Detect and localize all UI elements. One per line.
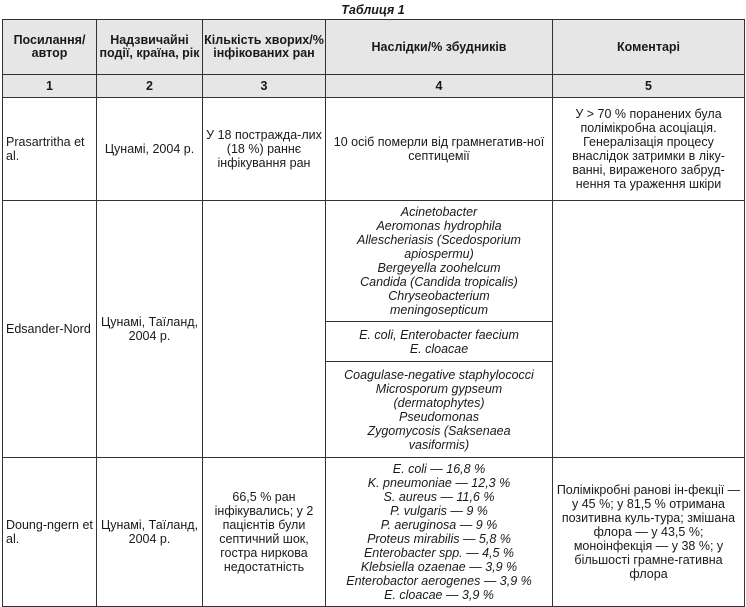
header-row xyxy=(3,20,745,75)
pathogen-item: Bergeyella zoohelcum xyxy=(377,261,501,275)
event-cell: Цунамі, 2004 р. xyxy=(97,98,203,201)
event-cell: Цунамі, Таїланд, 2004 р. xyxy=(97,458,203,607)
table-caption: Таблиця 1 xyxy=(341,3,405,17)
pathogen-group-1 xyxy=(326,201,553,322)
header-author: Посилання/ автор xyxy=(3,20,97,75)
header-comment: Коментарі xyxy=(553,20,745,75)
pathogen-item: Acinetobacter xyxy=(400,205,478,219)
pathogen-item: Klebsiella ozaenae — 3,9 % xyxy=(360,560,518,574)
pathogen-item: Chryseobacterium xyxy=(388,289,490,303)
column-number: 5 xyxy=(553,75,745,98)
header-event: Надзвичайні події, країна, рік xyxy=(97,20,203,75)
pathogen-item: P. vulgaris — 9 % xyxy=(390,504,488,518)
comment-cell: Полімікробні ранові ін-фекції — у 45 %; у 81,5 % отримана позитивна куль-тура; змішана флора — у 43,5 %; моноінфекція — у 38 %; у більшості грамне-гативна флора xyxy=(553,458,745,607)
pathogen-item: P. aeruginosa — 9 % xyxy=(380,518,498,532)
column-number: 1 xyxy=(3,75,97,98)
pathogen-list xyxy=(326,458,553,607)
pathogen-item: Coagulase-negative staphylococci xyxy=(344,367,534,382)
result-cell: 10 осіб померли від грамнегатив-ної септицемії xyxy=(326,98,553,201)
pathogen-item: vasiformis) xyxy=(408,437,470,452)
count-cell: У 18 постражда-лих (18 %) раннє інфікування ран xyxy=(203,98,326,201)
column-number-row xyxy=(3,75,745,98)
pathogen-item: (dermatophytes) xyxy=(393,395,485,410)
column-number: 3 xyxy=(203,75,326,98)
pathogen-item: E. coli, Enterobacter faecium xyxy=(359,327,519,342)
author-cell: Prasartritha et al. xyxy=(3,98,97,201)
author-cell: Doung-ngern et al. xyxy=(3,458,97,607)
pathogen-item: Proteus mirabilis — 5,8 % xyxy=(367,532,511,546)
comment-cell xyxy=(553,201,745,458)
pathogen-item: Pseudomonas xyxy=(399,409,479,424)
count-cell: 66,5 % ран інфікувались; у 2 пацієнтів були септичний шок, гостра ниркова недостатність xyxy=(203,458,326,607)
pathogen-item: Enterobactor aerogenes — 3,9 % xyxy=(346,574,532,588)
column-number: 2 xyxy=(97,75,203,98)
event-cell: Цунамі, Таїланд, 2004 р. xyxy=(97,201,203,458)
header-count: Кількість хворих/% інфікованих ран xyxy=(203,20,326,75)
data-table xyxy=(2,19,745,607)
pathogen-item: Enterobacter spp. — 4,5 % xyxy=(363,546,515,560)
table-row xyxy=(3,458,745,607)
header-result: Наслідки/% збудників xyxy=(326,20,553,75)
comment-cell: У > 70 % поранених була полімікробна асоціація. Генералізація процесу внаслідок затримки в ліку-ванні, вираженого забруд-нення та ураження шкіри xyxy=(553,98,745,201)
table-row xyxy=(3,98,745,201)
pathogen-item: Microsporum gypseum xyxy=(375,381,503,396)
pathogen-item: Aeromonas hydrophila xyxy=(376,219,502,233)
pathogen-item: E. coli — 16,8 % xyxy=(392,462,486,476)
author-cell: Edsander-Nord xyxy=(3,201,97,458)
pathogen-item: meningosepticum xyxy=(390,303,488,317)
pathogen-item: Allescheriasis (Scedosporium xyxy=(357,233,521,247)
pathogen-group-2 xyxy=(326,322,553,362)
column-number: 4 xyxy=(326,75,553,98)
pathogen-item: S. aureus — 11,6 % xyxy=(383,490,495,504)
pathogen-item: apiospermu) xyxy=(404,247,474,261)
table-row xyxy=(3,201,745,322)
pathogen-item: E. cloacae xyxy=(409,341,469,356)
pathogen-item: K. pneumoniae — 12,3 % xyxy=(367,476,511,490)
pathogen-group-3 xyxy=(326,362,553,458)
count-cell xyxy=(203,201,326,458)
pathogen-item: E. cloacae — 3,9 % xyxy=(384,588,494,602)
pathogen-item: Zygomycosis (Saksenaea xyxy=(367,423,511,438)
pathogen-item: Candida (Candida tropicalis) xyxy=(360,275,518,289)
